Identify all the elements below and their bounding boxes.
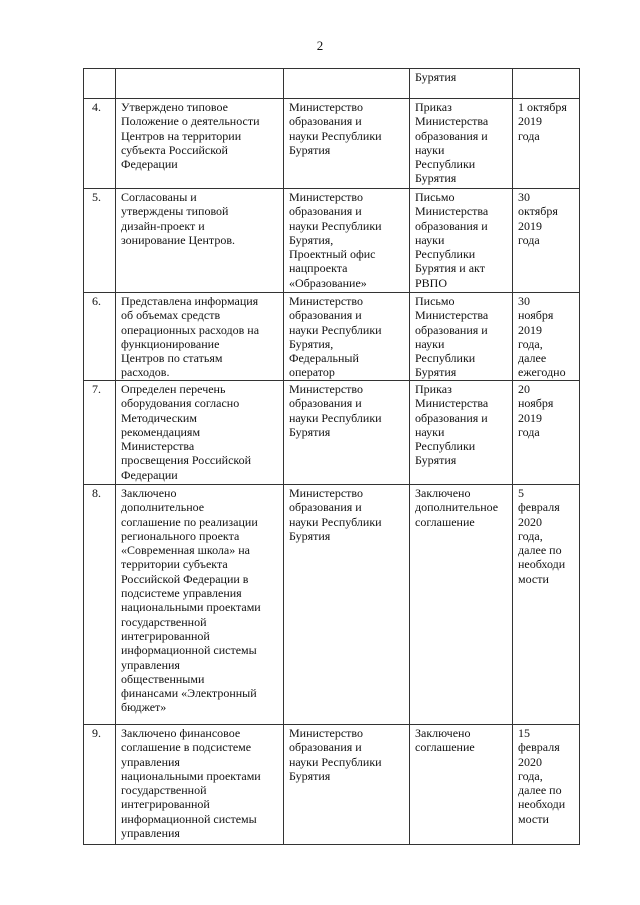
deadline-cell: 20 ноября 2019 года: [513, 381, 580, 485]
document-cell: Письмо Министерства образования и науки Республики Бурятия: [410, 293, 513, 381]
table-row: [84, 189, 580, 293]
row-number: 7.: [84, 381, 116, 485]
event-cell: Согласованы и утверждены типовой дизайн-проект и зонирование Центров.: [116, 189, 284, 293]
executor-cell: Министерство образования и науки Республики Бурятия: [284, 99, 410, 189]
page-number: 2: [316, 38, 324, 53]
table-row: [84, 293, 580, 381]
table-row: [84, 485, 580, 725]
event-cell: Утверждено типовое Положение о деятельности Центров на территории субъекта Российской Федерации: [116, 99, 284, 189]
executor-cell: Министерство образования и науки Республики Бурятия: [284, 485, 410, 725]
events-table: [83, 68, 580, 845]
deadline-cell: [513, 69, 580, 99]
table-row: [84, 725, 580, 845]
executor-cell: Министерство образования и науки Республики Бурятия, Федеральный оператор: [284, 293, 410, 381]
row-number: [84, 69, 116, 99]
table-row: [84, 381, 580, 485]
executor-cell: Министерство образования и науки Республики Бурятия: [284, 725, 410, 845]
deadline-cell: 30 ноября 2019 года, далее ежегодно: [513, 293, 580, 381]
document-cell: Письмо Министерства образования и науки Республики Бурятия и акт РВПО: [410, 189, 513, 293]
deadline-cell: 15 февраля 2020 года, далее по необходи мости: [513, 725, 580, 845]
executor-cell: Министерство образования и науки Республики Бурятия, Проектный офис нацпроекта «Образование»: [284, 189, 410, 293]
table-row: [84, 69, 580, 99]
document-cell: Приказ Министерства образования и науки Республики Бурятия: [410, 381, 513, 485]
deadline-cell: 1 октября 2019 года: [513, 99, 580, 189]
row-number: 4.: [84, 99, 116, 189]
document-cell: Приказ Министерства образования и науки Республики Бурятия: [410, 99, 513, 189]
document-cell: Бурятия: [410, 69, 513, 99]
row-number: 6.: [84, 293, 116, 381]
executor-cell: Министерство образования и науки Республики Бурятия: [284, 381, 410, 485]
executor-cell: [284, 69, 410, 99]
event-cell: Заключено финансовое соглашение в подсистеме управления национальными проектами государственной интегрированной информационной системы управления: [116, 725, 284, 845]
document-cell: Заключено дополнительное соглашение: [410, 485, 513, 725]
event-cell: Заключено дополнительное соглашение по реализации регионального проекта «Современная школа» на территории субъекта Российской Федерации в подсистеме управления национальными проектами государственной интегрированной информационной системы управления общественными финансами «Электронный бюджет»: [116, 485, 284, 725]
table-row: [84, 99, 580, 189]
deadline-cell: 30 октября 2019 года: [513, 189, 580, 293]
document-cell: Заключено соглашение: [410, 725, 513, 845]
row-number: 9.: [84, 725, 116, 845]
event-cell: [116, 69, 284, 99]
event-cell: Представлена информация об объемах средств операционных расходов на функционирование Центров по статьям расходов.: [116, 293, 284, 381]
row-number: 5.: [84, 189, 116, 293]
row-number: 8.: [84, 485, 116, 725]
event-cell: Определен перечень оборудования согласно Методическим рекомендациям Министерства просвещения Российской Федерации: [116, 381, 284, 485]
deadline-cell: 5 февраля 2020 года, далее по необходи мости: [513, 485, 580, 725]
